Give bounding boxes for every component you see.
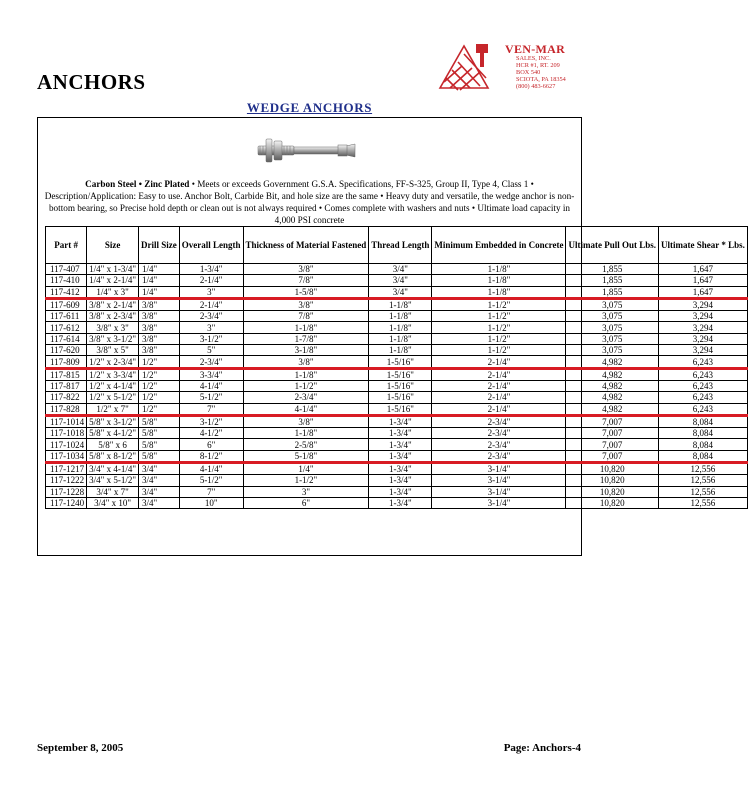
- cell-part: 117-1018: [46, 428, 87, 439]
- cell-overall-length: 5": [179, 345, 243, 356]
- cell-thickness: 1-7/8": [243, 333, 369, 344]
- cell-shear: 3,294: [659, 345, 748, 356]
- cell-thread-length: 1-3/4": [369, 486, 432, 497]
- cell-overall-length: 10": [179, 497, 243, 508]
- cell-shear: 12,556: [659, 463, 748, 475]
- table-row: [46, 439, 748, 450]
- cell-overall-length: 3-3/4": [179, 368, 243, 380]
- cell-thread-length: 1-1/8": [369, 311, 432, 322]
- cell-overall-length: 2-1/4": [179, 275, 243, 286]
- cell-shear: 1,647: [659, 286, 748, 298]
- cell-pull-out: 4,982: [566, 380, 659, 391]
- cell-thickness: 3/8": [243, 415, 369, 427]
- cell-thread-length: 1-3/4": [369, 439, 432, 450]
- spec-table: [45, 226, 748, 509]
- cell-pull-out: 4,982: [566, 368, 659, 380]
- cell-thickness: 7/8": [243, 275, 369, 286]
- cell-pull-out: 7,007: [566, 415, 659, 427]
- cell-min-embedded: 1-1/2": [432, 333, 566, 344]
- cell-thread-length: 1-1/8": [369, 333, 432, 344]
- cell-pull-out: 1,855: [566, 264, 659, 275]
- cell-thread-length: 1-5/16": [369, 368, 432, 380]
- cell-thickness: 6": [243, 497, 369, 508]
- cell-shear: 3,294: [659, 311, 748, 322]
- col-header-size: Size: [87, 227, 139, 264]
- cell-min-embedded: 2-1/4": [432, 403, 566, 415]
- cell-thread-length: 1-5/16": [369, 403, 432, 415]
- cell-pull-out: 4,982: [566, 403, 659, 415]
- col-header-drill-size: Drill Size: [139, 227, 180, 264]
- col-header-thickness: Thickness of Material Fastened: [243, 227, 369, 264]
- cell-thickness: 3/8": [243, 298, 369, 310]
- cell-size: 3/8" x 2-1/4": [87, 298, 139, 310]
- cell-shear: 6,243: [659, 403, 748, 415]
- cell-size: 5/8" x 8-1/2": [87, 450, 139, 462]
- cell-size: 3/4" x 10": [87, 497, 139, 508]
- table-row: [46, 286, 748, 298]
- cell-min-embedded: 2-1/4": [432, 368, 566, 380]
- cell-pull-out: 1,855: [566, 275, 659, 286]
- cell-thickness: 1-1/2": [243, 475, 369, 486]
- cell-pull-out: 1,855: [566, 286, 659, 298]
- cell-pull-out: 3,075: [566, 333, 659, 344]
- cell-drill-size: 1/2": [139, 392, 180, 403]
- cell-overall-length: 4-1/2": [179, 428, 243, 439]
- cell-thread-length: 1-3/4": [369, 463, 432, 475]
- cell-drill-size: 5/8": [139, 428, 180, 439]
- table-row: [46, 298, 748, 310]
- cell-part: 117-1034: [46, 450, 87, 462]
- cell-min-embedded: 1-1/8": [432, 264, 566, 275]
- cell-shear: 3,294: [659, 322, 748, 333]
- cell-min-embedded: 3-1/4": [432, 475, 566, 486]
- cell-drill-size: 3/8": [139, 322, 180, 333]
- footer-page: Page: Anchors-4: [503, 742, 581, 754]
- table-row: [46, 428, 748, 439]
- cell-pull-out: 3,075: [566, 322, 659, 333]
- cell-part: 117-815: [46, 368, 87, 380]
- table-row: [46, 497, 748, 508]
- cell-pull-out: 7,007: [566, 428, 659, 439]
- table-row: [46, 368, 748, 380]
- cell-overall-length: 7": [179, 486, 243, 497]
- description-lead: Carbon Steel • Zinc Plated: [85, 179, 190, 189]
- col-header-thread-length: Thread Length: [369, 227, 432, 264]
- table-row: [46, 475, 748, 486]
- cell-drill-size: 3/8": [139, 311, 180, 322]
- cell-size: 5/8" x 3-1/2": [87, 415, 139, 427]
- table-row: [46, 392, 748, 403]
- cell-min-embedded: 1-1/2": [432, 345, 566, 356]
- company-logo: [436, 42, 586, 92]
- logo-line: SALES, INC.: [516, 55, 551, 62]
- cell-overall-length: 4-1/4": [179, 380, 243, 391]
- cell-size: 3/8" x 5": [87, 345, 139, 356]
- cell-min-embedded: 2-1/4": [432, 356, 566, 368]
- cell-drill-size: 5/8": [139, 415, 180, 427]
- cell-pull-out: 10,820: [566, 463, 659, 475]
- cell-part: 117-412: [46, 286, 87, 298]
- cell-min-embedded: 1-1/2": [432, 298, 566, 310]
- cell-overall-length: 6": [179, 439, 243, 450]
- cell-thickness: 5-1/8": [243, 450, 369, 462]
- cell-drill-size: 3/4": [139, 486, 180, 497]
- cell-shear: 1,647: [659, 264, 748, 275]
- cell-thickness: 2-5/8": [243, 439, 369, 450]
- cell-size: 1/4" x 1-3/4": [87, 264, 139, 275]
- cell-overall-length: 2-1/4": [179, 298, 243, 310]
- cell-thread-length: 1-5/16": [369, 392, 432, 403]
- cell-part: 117-828: [46, 403, 87, 415]
- cell-pull-out: 4,982: [566, 392, 659, 403]
- cell-pull-out: 3,075: [566, 345, 659, 356]
- cell-thickness: 4-1/4": [243, 403, 369, 415]
- cell-min-embedded: 3-1/4": [432, 486, 566, 497]
- cell-drill-size: 3/4": [139, 475, 180, 486]
- cell-thickness: 3/8": [243, 356, 369, 368]
- cell-shear: 8,084: [659, 439, 748, 450]
- cell-thickness: 1/4": [243, 463, 369, 475]
- cell-overall-length: 2-3/4": [179, 356, 243, 368]
- logo-line: BOX 540: [516, 69, 541, 76]
- cell-drill-size: 3/8": [139, 333, 180, 344]
- cell-size: 3/8" x 2-3/4": [87, 311, 139, 322]
- cell-size: 3/8" x 3-1/2": [87, 333, 139, 344]
- table-row: [46, 403, 748, 415]
- cell-size: 1/4" x 2-1/4": [87, 275, 139, 286]
- cell-overall-length: 5-1/2": [179, 475, 243, 486]
- cell-pull-out: 10,820: [566, 475, 659, 486]
- cell-overall-length: 2-3/4": [179, 311, 243, 322]
- cell-thickness: 7/8": [243, 311, 369, 322]
- cell-shear: 8,084: [659, 415, 748, 427]
- cell-part: 117-614: [46, 333, 87, 344]
- cell-drill-size: 1/2": [139, 356, 180, 368]
- cell-part: 117-1240: [46, 497, 87, 508]
- cell-thickness: 1-1/8": [243, 428, 369, 439]
- cell-part: 117-410: [46, 275, 87, 286]
- cell-thread-length: 1-1/8": [369, 322, 432, 333]
- cell-pull-out: 7,007: [566, 439, 659, 450]
- cell-drill-size: 3/8": [139, 298, 180, 310]
- cell-drill-size: 1/4": [139, 275, 180, 286]
- table-header-row: [46, 227, 748, 264]
- table-row: [46, 275, 748, 286]
- cell-shear: 12,556: [659, 497, 748, 508]
- cell-part: 117-817: [46, 380, 87, 391]
- col-header-min-embedded: Minimum Embedded in Concrete: [432, 227, 566, 264]
- cell-thickness: 1-1/8": [243, 368, 369, 380]
- cell-thickness: 1-1/8": [243, 322, 369, 333]
- table-row: [46, 486, 748, 497]
- cell-shear: 6,243: [659, 356, 748, 368]
- cell-part: 117-620: [46, 345, 87, 356]
- cell-drill-size: 1/4": [139, 264, 180, 275]
- page-title: ANCHORS: [37, 70, 146, 94]
- cell-thread-length: 1-5/16": [369, 380, 432, 391]
- cell-pull-out: 3,075: [566, 298, 659, 310]
- cell-thickness: 3": [243, 486, 369, 497]
- cell-overall-length: 1-3/4": [179, 264, 243, 275]
- footer-date: September 8, 2005: [37, 742, 124, 754]
- cell-shear: 6,243: [659, 380, 748, 391]
- cell-shear: 8,084: [659, 428, 748, 439]
- cell-thread-length: 1-3/4": [369, 450, 432, 462]
- cell-thread-length: 1-1/8": [369, 345, 432, 356]
- cell-size: 1/2" x 2-3/4": [87, 356, 139, 368]
- cell-thread-length: 3/4": [369, 275, 432, 286]
- cell-shear: 6,243: [659, 368, 748, 380]
- cell-size: 5/8" x 6: [87, 439, 139, 450]
- cell-min-embedded: 2-3/4": [432, 415, 566, 427]
- cell-part: 117-1014: [46, 415, 87, 427]
- col-header-part: Part #: [46, 227, 87, 264]
- cell-overall-length: 3": [179, 286, 243, 298]
- cell-part: 117-407: [46, 264, 87, 275]
- cell-min-embedded: 2-3/4": [432, 450, 566, 462]
- cell-overall-length: 8-1/2": [179, 450, 243, 462]
- cell-min-embedded: 1-1/2": [432, 311, 566, 322]
- cell-thread-length: 1-3/4": [369, 497, 432, 508]
- cell-pull-out: 3,075: [566, 311, 659, 322]
- logo-line: (800) 483-6627: [516, 83, 556, 90]
- cell-pull-out: 4,982: [566, 356, 659, 368]
- cell-thread-length: 1-1/8": [369, 298, 432, 310]
- cell-overall-length: 4-1/4": [179, 463, 243, 475]
- cell-part: 117-809: [46, 356, 87, 368]
- col-header-overall-length: Overall Length: [179, 227, 243, 264]
- cell-shear: 12,556: [659, 475, 748, 486]
- cell-min-embedded: 3-1/4": [432, 463, 566, 475]
- cell-shear: 8,084: [659, 450, 748, 462]
- table-row: [46, 356, 748, 368]
- logo-line: HCR #1, RT. 209: [516, 62, 560, 69]
- cell-part: 117-822: [46, 392, 87, 403]
- product-description: [44, 178, 575, 226]
- cell-min-embedded: 2-3/4": [432, 428, 566, 439]
- cell-shear: 3,294: [659, 298, 748, 310]
- cell-min-embedded: 1-1/8": [432, 275, 566, 286]
- cell-size: 1/2" x 3-3/4": [87, 368, 139, 380]
- table-row: [46, 450, 748, 462]
- cell-thread-length: 1-3/4": [369, 475, 432, 486]
- cell-overall-length: 3": [179, 322, 243, 333]
- cell-drill-size: 3/4": [139, 463, 180, 475]
- cell-drill-size: 5/8": [139, 439, 180, 450]
- cell-thread-length: 3/4": [369, 264, 432, 275]
- table-row: [46, 463, 748, 475]
- ven-mar-logo-icon: [436, 42, 496, 94]
- cell-part: 117-612: [46, 322, 87, 333]
- cell-size: 3/8" x 3": [87, 322, 139, 333]
- cell-part: 117-611: [46, 311, 87, 322]
- cell-drill-size: 1/2": [139, 380, 180, 391]
- cell-part: 117-1228: [46, 486, 87, 497]
- cell-shear: 1,647: [659, 275, 748, 286]
- cell-part: 117-609: [46, 298, 87, 310]
- cell-shear: 6,243: [659, 392, 748, 403]
- cell-overall-length: 5-1/2": [179, 392, 243, 403]
- table-row: [46, 415, 748, 427]
- cell-thread-length: 3/4": [369, 286, 432, 298]
- cell-thread-length: 1-3/4": [369, 415, 432, 427]
- cell-thickness: 1-5/8": [243, 286, 369, 298]
- cell-size: 3/4" x 4-1/4": [87, 463, 139, 475]
- cell-min-embedded: 2-1/4": [432, 392, 566, 403]
- cell-overall-length: 3-1/2": [179, 333, 243, 344]
- cell-drill-size: 5/8": [139, 450, 180, 462]
- wedge-anchor-image: [254, 133, 358, 168]
- cell-min-embedded: 3-1/4": [432, 497, 566, 508]
- cell-size: 3/4" x 5-1/2": [87, 475, 139, 486]
- cell-overall-length: 7": [179, 403, 243, 415]
- cell-drill-size: 3/4": [139, 497, 180, 508]
- table-row: [46, 311, 748, 322]
- cell-thickness: 1-1/2": [243, 380, 369, 391]
- cell-size: 1/2" x 4-1/4": [87, 380, 139, 391]
- cell-drill-size: 1/2": [139, 368, 180, 380]
- logo-name: VEN-MAR: [505, 42, 566, 56]
- logo-line: SCIOTA, PA 18354: [516, 76, 566, 83]
- cell-thread-length: 1-5/16": [369, 356, 432, 368]
- col-header-shear: Ultimate Shear * Lbs.: [659, 227, 748, 264]
- cell-thickness: 3/8": [243, 264, 369, 275]
- table-row: [46, 322, 748, 333]
- cell-part: 117-1217: [46, 463, 87, 475]
- cell-part: 117-1222: [46, 475, 87, 486]
- table-row: [46, 345, 748, 356]
- cell-size: 1/4" x 3": [87, 286, 139, 298]
- cell-shear: 3,294: [659, 333, 748, 344]
- cell-drill-size: 3/8": [139, 345, 180, 356]
- cell-drill-size: 1/2": [139, 403, 180, 415]
- cell-min-embedded: 1-1/2": [432, 322, 566, 333]
- cell-pull-out: 7,007: [566, 450, 659, 462]
- cell-overall-length: 3-1/2": [179, 415, 243, 427]
- table-row: [46, 380, 748, 391]
- cell-size: 3/4" x 7": [87, 486, 139, 497]
- table-row: [46, 264, 748, 275]
- cell-shear: 12,556: [659, 486, 748, 497]
- cell-drill-size: 1/4": [139, 286, 180, 298]
- cell-pull-out: 10,820: [566, 486, 659, 497]
- cell-thickness: 2-3/4": [243, 392, 369, 403]
- cell-min-embedded: 2-3/4": [432, 439, 566, 450]
- cell-thickness: 3-1/8": [243, 345, 369, 356]
- cell-min-embedded: 2-1/4": [432, 380, 566, 391]
- cell-min-embedded: 1-1/8": [432, 286, 566, 298]
- table-body: [46, 264, 748, 509]
- cell-size: 1/2" x 5-1/2": [87, 392, 139, 403]
- col-header-pull-out: Ultimate Pull Out Lbs.: [566, 227, 659, 264]
- cell-thread-length: 1-3/4": [369, 428, 432, 439]
- table-row: [46, 333, 748, 344]
- cell-size: 5/8" x 4-1/2": [87, 428, 139, 439]
- cell-part: 117-1024: [46, 439, 87, 450]
- description-text: • Meets or exceeds Government G.S.A. Specifications, FF-S-325, Group II, Type 4, Class 1 • Description/Application: Easy to use. Anchor Bolt, Carbide Bit, and hole size are the same • Heavy duty and versatile, the wedge anchor is non-bottom bearing, so Precise hold depth or clean out is not always required • Comes complete with washers and nuts • Ultimate load capacity in 4,000 PSI concrete: [44, 179, 575, 225]
- cell-pull-out: 10,820: [566, 497, 659, 508]
- cell-size: 1/2" x 7": [87, 403, 139, 415]
- section-title: WEDGE ANCHORS: [246, 100, 373, 115]
